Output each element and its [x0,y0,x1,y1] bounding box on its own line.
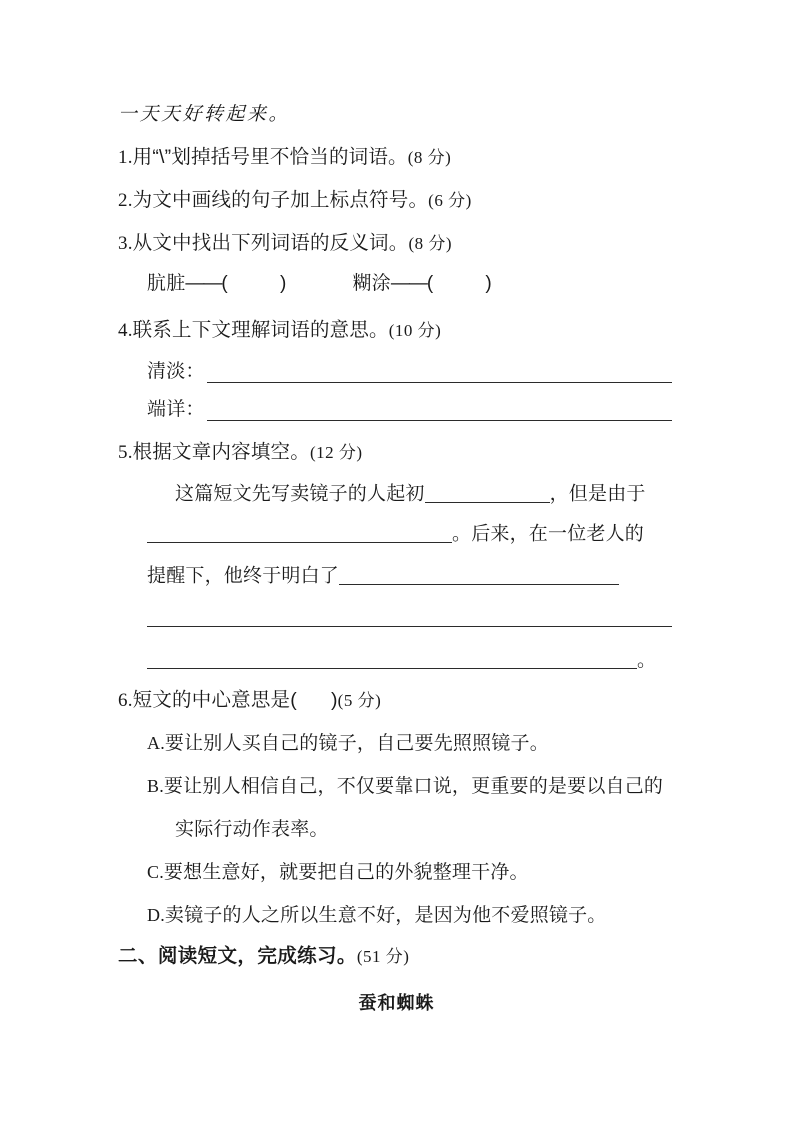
question-1-stem [118,148,451,168]
section-two-heading [118,947,409,967]
fill-line-1-text: 这篇短文先写卖镜子的人起初 [175,483,425,505]
question-1-text: 用“\”划掉括号里不恰当的词语。 [132,146,408,168]
question-3-number: 3 [118,233,128,254]
answer-blank-q5-1[interactable] [425,484,550,503]
question-3-separator: . [127,233,133,254]
option-d-separator: . [160,905,165,925]
option-b-letter: B [147,776,160,796]
antonym-dash-1: —— [185,273,222,294]
define-term-colon-2: ： [185,399,205,420]
antonym-dash-2: —— [390,273,427,294]
question-6-points: (5 分) [337,691,382,710]
passage-tail-line: 一天天好转起来。 [118,104,291,125]
define-term-colon-1: ： [185,361,205,382]
question-5-end-period: 。 [637,650,657,671]
define-term-word-1: 清淡 [147,361,186,382]
answer-blank-qing-dan[interactable] [207,382,672,383]
question-4-number: 4 [118,320,128,341]
option-c-letter: C [147,862,160,882]
section-two-points: (51 分) [356,947,410,966]
option-d-letter: D [147,905,161,925]
option-b[interactable] [147,777,663,796]
question-6-number: 6 [118,690,128,711]
question-6-text: 短文的中心意思是( [132,689,297,711]
article-title: 蚕和蜘蛛 [358,993,435,1013]
question-3-stem [118,234,452,254]
answer-blank-q5-2[interactable] [147,524,452,543]
question-5-fill-line-2 [147,524,644,544]
question-1-separator: . [127,147,133,168]
option-a-separator: . [160,733,165,753]
question-3-points: (8 分) [408,234,453,253]
question-5-separator: . [127,442,133,463]
option-d[interactable] [147,906,607,925]
fill-line-1-tail: ，但是由于 [549,483,646,505]
option-a[interactable] [147,734,549,753]
question-2-stem [118,191,472,211]
fill-line-3-text: 提醒下，他终于明白了 [147,565,340,587]
question-2-separator: . [127,190,133,211]
define-term-row-2 [147,400,205,419]
question-1-number: 1 [118,147,128,168]
question-4-points: (10 分) [388,321,442,340]
fill-line-2-tail: 。后来，在一位老人的 [452,523,645,545]
question-6-separator: . [127,690,133,711]
question-5-fill-line-1 [175,484,646,504]
antonym-close-paren-1: ) [279,273,287,294]
section-two-label: 二、 [118,945,158,967]
option-b-continuation: 实际行动作表率。 [175,819,329,840]
option-a-letter: A [147,733,161,753]
antonym-open-paren-1[interactable]: ( [221,273,228,294]
question-3-text: 从文中找出下列词语的反义词。 [132,232,409,254]
question-5-stem [118,443,363,463]
option-c-separator: . [159,862,164,882]
question-5-text: 根据文章内容填空。 [132,441,310,463]
question-2-points: (6 分) [428,191,472,210]
question-2-number: 2 [118,190,128,211]
question-5-number: 5 [118,442,128,463]
question-5-fill-line-3 [147,566,619,586]
question-6-stem-tail: ) [330,689,338,711]
antonym-word-1: 肮脏 [147,273,186,294]
section-two-title: 阅读短文，完成练习。 [157,945,357,967]
option-c[interactable] [147,863,529,882]
answer-blank-q5-5[interactable] [147,668,637,669]
option-b-separator: . [159,776,164,796]
option-a-text: 要让别人买自己的镜子，自己要先照照镜子。 [164,733,549,754]
answer-blank-duan-xiang[interactable] [207,420,672,421]
question-1-points: (8 分) [407,148,452,167]
answer-blank-q5-4[interactable] [147,626,672,627]
question-4-stem [118,321,441,341]
question-5-points: (12 分) [309,443,363,462]
option-b-text: 要让别人相信自己，不仅要靠口说，更重要的是要以自己的 [163,776,664,797]
option-c-text: 要想生意好，就要把自己的外貌整理干净。 [163,862,529,883]
answer-blank-q5-3[interactable] [339,566,619,585]
question-4-text: 联系上下文理解词语的意思。 [132,319,389,341]
antonym-close-paren-2: ) [485,273,492,294]
antonym-word-2: 糊涂 [352,273,391,294]
define-term-row-1 [147,362,205,381]
question-4-separator: . [127,320,133,341]
option-d-text: 卖镜子的人之所以生意不好，是因为他不爱照镜子。 [164,905,607,926]
question-6-stem [118,691,381,711]
question-3-antonym-row [147,274,492,293]
antonym-open-paren-2[interactable]: ( [426,273,434,294]
question-2-text: 为文中画线的句子加上标点符号。 [132,189,429,211]
define-term-word-2: 端详 [147,399,186,420]
